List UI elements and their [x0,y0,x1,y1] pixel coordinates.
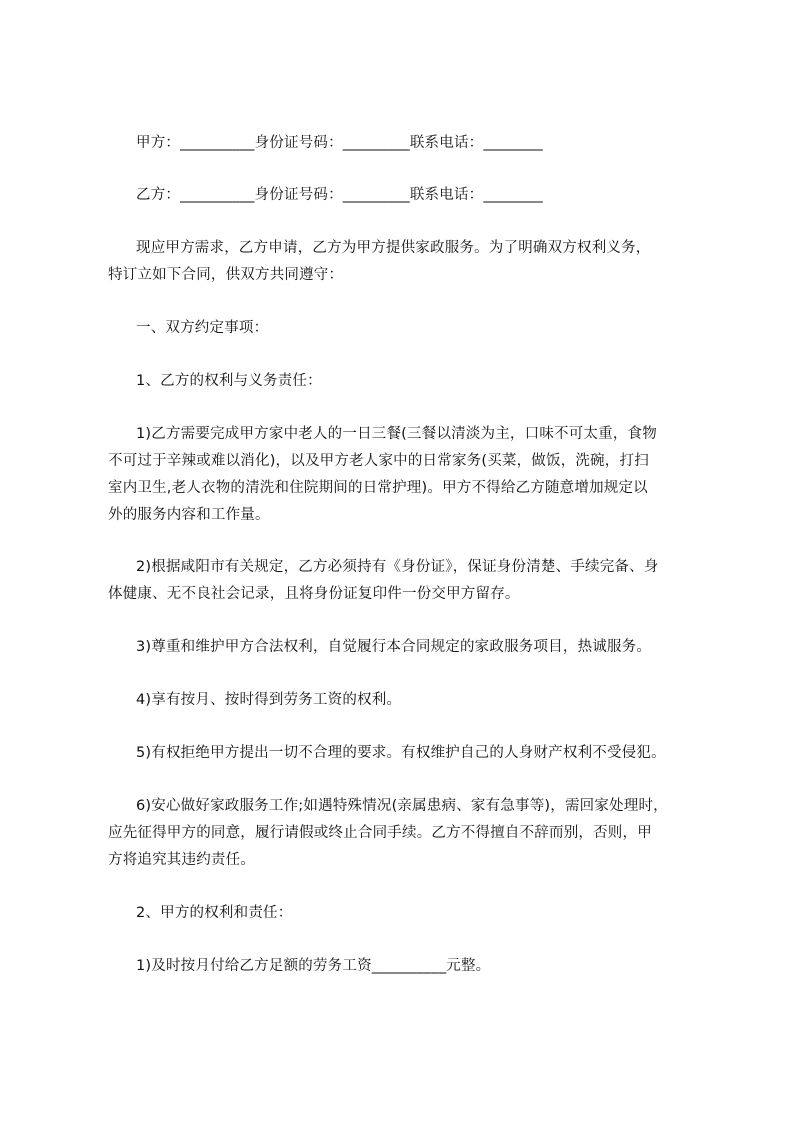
subsection-2-heading: 2、甲方的权利和责任： [136,905,293,921]
subsection-1-heading: 1、乙方的权利与义务责任： [136,373,322,389]
subsection-2-item-1: 1)及时按月付给乙方足额的劳务工资__________元整。 [136,958,491,974]
item-1-line-1: 1)乙方需要完成甲方家中老人的一日三餐(三餐以清淡为主，口味不可太重，食物 [136,426,657,442]
preamble-line-2: 特订立如下合同，供双方共同遵守： [108,267,344,283]
item-2-line-2: 体健康、无不良社会记录，且将身份证复印件一份交甲方留存。 [108,586,520,602]
party-b-line: 乙方：__________身份证号码：_________联系电话：________ [136,187,543,203]
item-1-line-4: 外的服务内容和工作量。 [108,507,270,523]
item-6-line-3: 方将追究其违约责任。 [108,852,255,868]
item-1-line-2: 不可过于辛辣或难以消化)，以及甲方老人家中的日常家务(买菜，做饭，洗碗，打扫 [108,453,649,469]
section-1-heading: 一、双方约定事项： [136,320,269,336]
item-2-line-1: 2)根据咸阳市有关规定，乙方必须持有《身份证》，保证身份清楚、手续完备、身 [136,559,659,575]
item-6-line-2: 应先征得甲方的同意，履行请假或终止合同手续。乙方不得擅自不辞而别，否则，甲 [108,825,652,841]
item-3: 3)尊重和维护甲方合法权利，自觉履行本合同规定的家政服务项目，热诚服务。 [136,639,652,655]
item-6-line-1: 6)安心做好家政服务工作;如遇特殊情况(亲属患病、家有急事等)，需回家处理时， [136,798,668,814]
party-a-line: 甲方：__________身份证号码：_________联系电话：________ [136,135,543,151]
item-1-line-3: 室内卫生,老人衣物的清洗和住院期间的日常护理)。甲方不得给乙方随意增加规定以 [108,480,648,496]
item-5: 5)有权拒绝甲方提出一切不合理的要求。有权维护自己的人身财产权利不受侵犯。 [136,745,666,761]
preamble-line-1: 现应甲方需求，乙方申请，乙方为甲方提供家政服务。为了明确双方权利义务， [136,240,651,256]
item-4: 4)享有按月、按时得到劳务工资的权利。 [136,692,402,708]
